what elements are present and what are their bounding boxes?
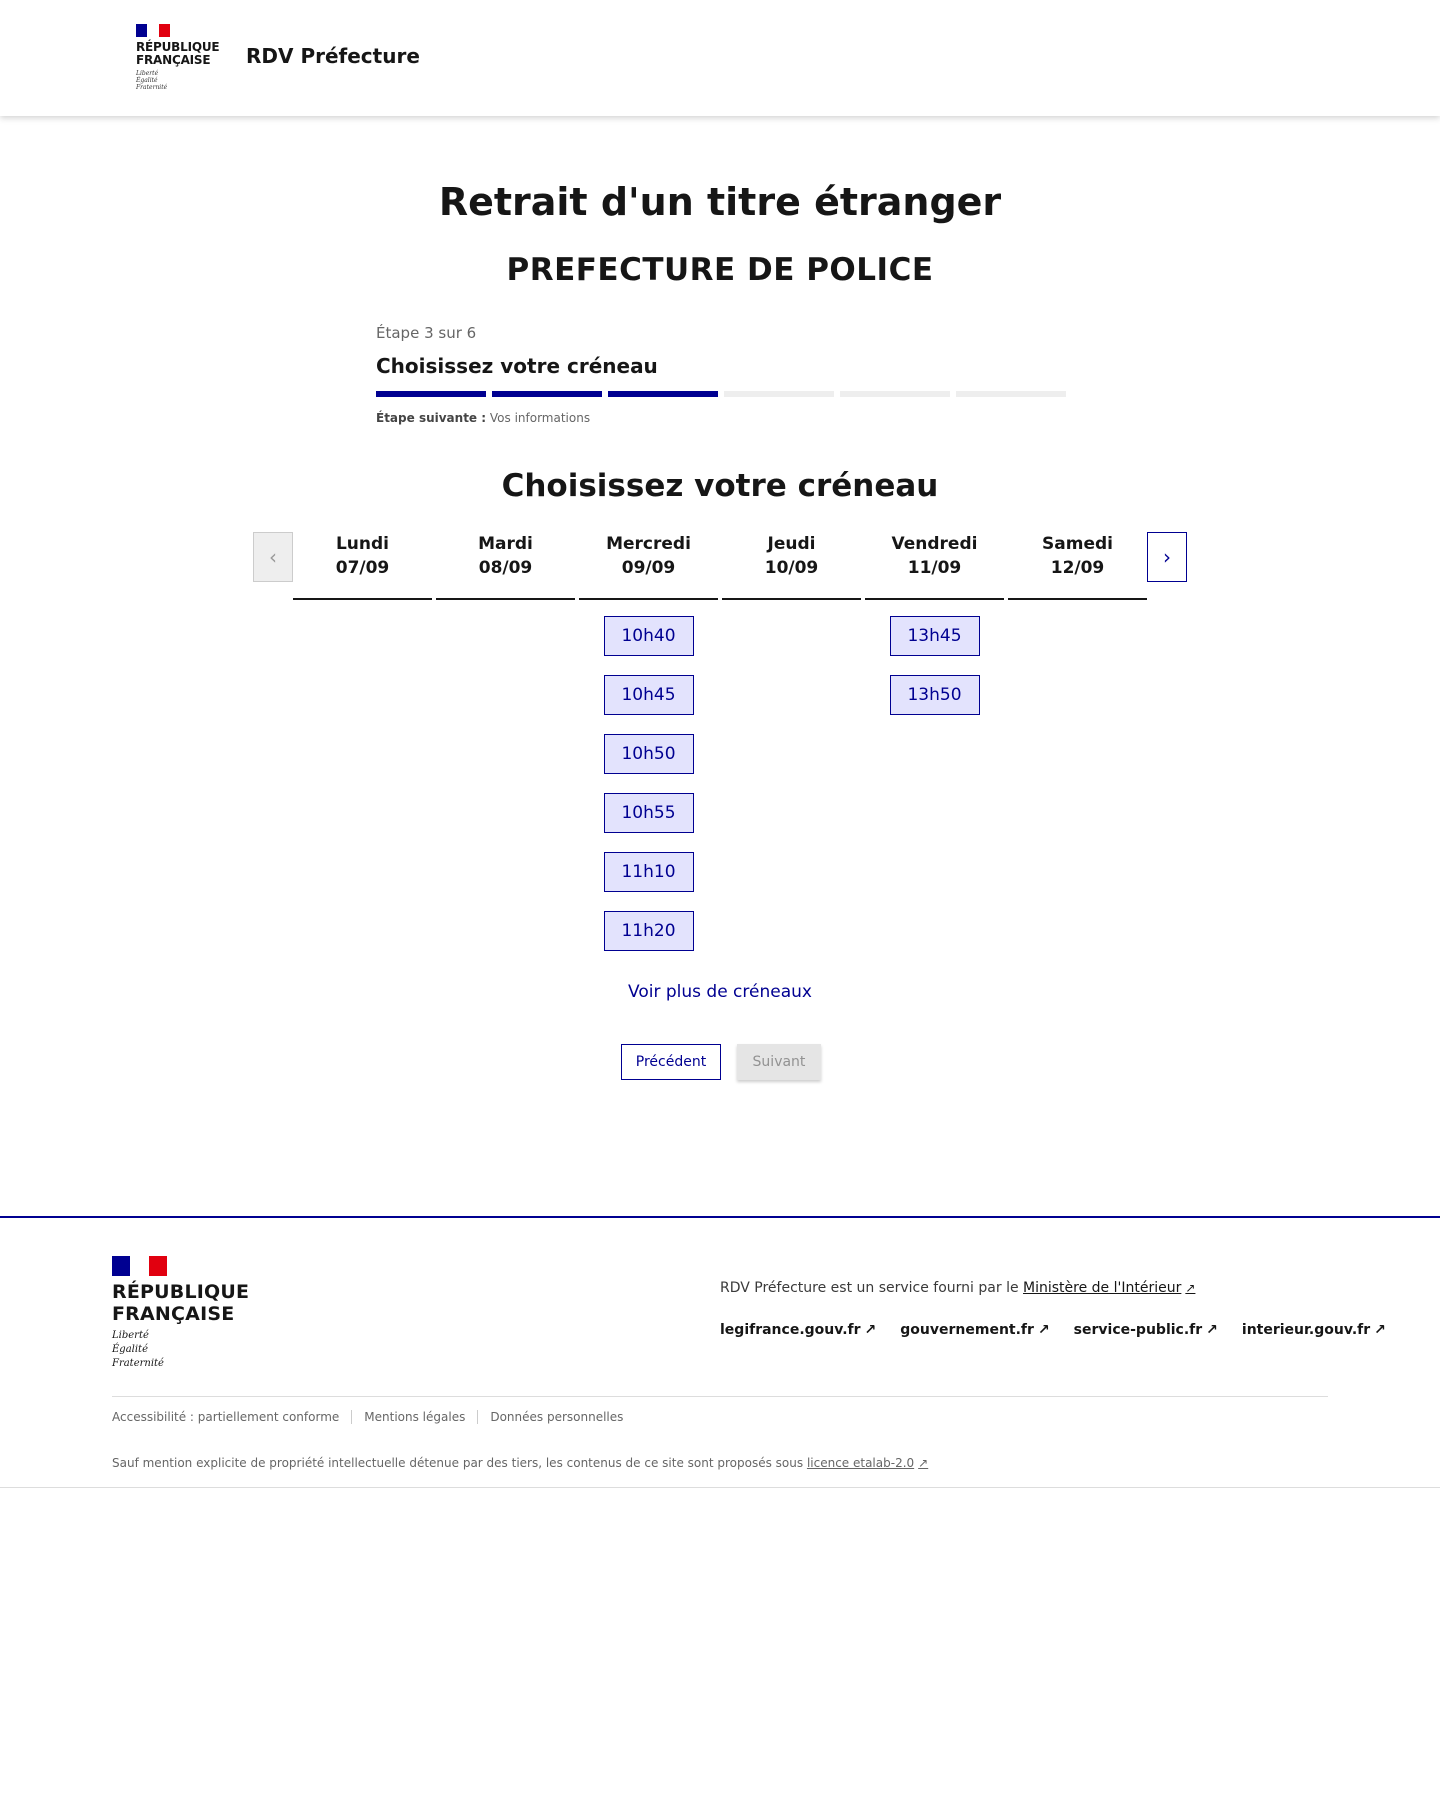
day-column xyxy=(1008,530,1147,951)
step-bar-segment xyxy=(956,391,1066,397)
footer-logo-motto: Liberté Égalité Fraternité xyxy=(112,1330,164,1369)
step-next xyxy=(376,411,1066,425)
day-name: Mardi xyxy=(478,534,533,554)
footer-bottom-links xyxy=(112,1410,647,1424)
day-column xyxy=(722,530,861,951)
step-bar-segment xyxy=(608,391,718,397)
day-date: 08/09 xyxy=(478,558,533,578)
site-header xyxy=(0,0,1440,116)
footer-link[interactable]: interieur.gouv.fr ↗ xyxy=(1241,1322,1386,1338)
day-header xyxy=(293,530,432,600)
step-title: Choisissez votre créneau xyxy=(376,354,658,378)
footer-link[interactable]: service-public.fr ↗ xyxy=(1073,1322,1218,1338)
day-header xyxy=(1008,530,1147,600)
step-bar-segment xyxy=(724,391,834,397)
step-next-value: Vos informations xyxy=(489,411,591,425)
day-date: 10/09 xyxy=(764,558,819,578)
slots-title: Choisissez votre créneau xyxy=(501,468,939,504)
page-subtitle: PREFECTURE DE POLICE xyxy=(506,252,934,288)
days-calendar xyxy=(293,530,1147,951)
footer-republique-logo[interactable] xyxy=(112,1256,249,1371)
next-week-button[interactable] xyxy=(1147,532,1187,582)
page-title: Retrait d'un titre étranger xyxy=(438,180,1002,224)
step-bar-segment xyxy=(492,391,602,397)
step-bar-segment xyxy=(376,391,486,397)
external-link-icon: ↗ xyxy=(864,1322,877,1338)
license-link[interactable]: licence etalab-2.0 ↗ xyxy=(806,1456,929,1470)
step-next-label: Étape suivante : xyxy=(376,411,487,425)
step-progress-bar xyxy=(376,391,1066,397)
footer-logo-text: RÉPUBLIQUE FRANÇAISE xyxy=(112,1281,250,1325)
day-date: 12/09 xyxy=(1050,558,1105,578)
time-slot-button[interactable]: 11h20 xyxy=(604,911,694,951)
more-slots-link[interactable]: Voir plus de créneaux xyxy=(628,982,812,1002)
day-name: Jeudi xyxy=(767,534,816,554)
time-slot-button[interactable]: 10h55 xyxy=(604,793,694,833)
day-column xyxy=(865,530,1004,951)
next-button[interactable]: Suivant xyxy=(737,1044,821,1080)
footer-description: RDV Préfecture est un service fourni par le Ministère de l'Intérieur ↗ xyxy=(720,1280,1196,1296)
day-column xyxy=(293,530,432,951)
logo-motto: Liberté Égalité Fraternité xyxy=(136,70,168,91)
logo-text: RÉPUBLIQUE FRANÇAISE xyxy=(136,40,220,67)
day-date: 07/09 xyxy=(335,558,390,578)
day-header xyxy=(579,530,718,600)
previous-button[interactable]: Précédent xyxy=(621,1044,721,1080)
footer-bottom-link[interactable]: Accessibilité : partiellement conforme xyxy=(112,1410,352,1424)
time-slot-button[interactable]: 10h40 xyxy=(604,616,694,656)
step-count: Étape 3 sur 6 xyxy=(376,324,477,342)
day-header xyxy=(865,530,1004,600)
french-flag-icon xyxy=(136,24,170,37)
day-header xyxy=(436,530,575,600)
footer-bottom-link[interactable]: Mentions légales xyxy=(364,1410,478,1424)
day-column xyxy=(579,530,718,951)
external-link-icon: ↗ xyxy=(918,1456,929,1470)
step-bar-segment xyxy=(840,391,950,397)
external-link-icon: ↗ xyxy=(1374,1322,1386,1338)
day-name: Mercredi xyxy=(606,534,691,554)
footer-license: Sauf mention explicite de propriété intellectuelle détenue par des tiers, les contenus de ce site sont proposés sous licence etalab-2.0 ↗ xyxy=(112,1456,929,1470)
prev-week-button[interactable] xyxy=(253,532,293,582)
day-name: Samedi xyxy=(1042,534,1113,554)
french-flag-icon xyxy=(112,1256,167,1276)
day-name: Lundi xyxy=(335,534,390,554)
day-header xyxy=(722,530,861,600)
external-link-icon: ↗ xyxy=(1037,1322,1050,1338)
footer-divider xyxy=(112,1396,1328,1397)
external-link-icon: ↗ xyxy=(1185,1281,1196,1295)
form-actions xyxy=(621,1044,821,1080)
chevron-left-icon: ‹ xyxy=(269,545,277,569)
site-footer xyxy=(0,1216,1440,1488)
footer-links xyxy=(720,1322,1386,1338)
day-date: 09/09 xyxy=(621,558,676,578)
time-slot-button[interactable]: 10h45 xyxy=(604,675,694,715)
time-slot-button[interactable]: 11h10 xyxy=(604,852,694,892)
time-slot-button[interactable]: 13h50 xyxy=(890,675,980,715)
stepper xyxy=(376,324,1066,425)
time-slot-button[interactable]: 10h50 xyxy=(604,734,694,774)
site-title[interactable]: RDV Préfecture xyxy=(246,44,420,68)
ministere-link[interactable]: Ministère de l'Intérieur ↗ xyxy=(1023,1280,1196,1296)
external-link-icon: ↗ xyxy=(1206,1322,1218,1338)
footer-bottom-link[interactable]: Données personnelles xyxy=(490,1410,624,1424)
day-date: 11/09 xyxy=(907,558,962,578)
time-slot-button[interactable]: 13h45 xyxy=(890,616,980,656)
footer-link[interactable]: legifrance.gouv.fr ↗ xyxy=(720,1322,877,1338)
day-name: Vendredi xyxy=(891,534,978,554)
chevron-right-icon: › xyxy=(1163,545,1171,569)
republique-logo[interactable] xyxy=(136,24,220,91)
day-column xyxy=(436,530,575,951)
footer-link[interactable]: gouvernement.fr ↗ xyxy=(900,1322,1050,1338)
